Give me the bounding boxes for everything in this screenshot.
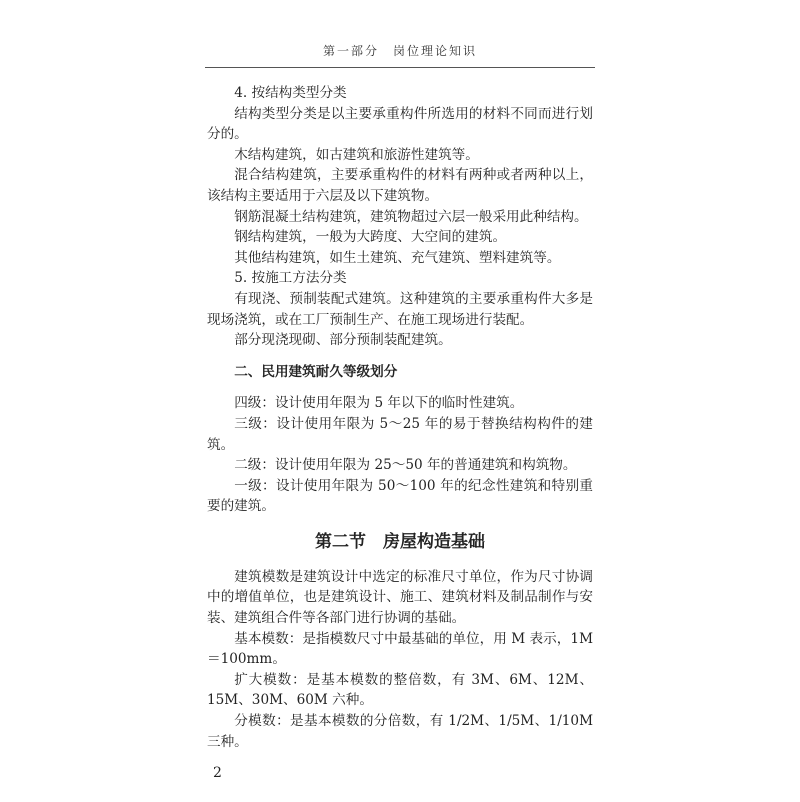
paragraph: 钢筋混凝土结构建筑，建筑物超过六层一般采用此种结构。 <box>234 208 588 225</box>
paragraph: 其他结构建筑，如生土建筑、充气建筑、塑料建筑等。 <box>234 249 561 266</box>
chapter-section-title: 第二节 房屋构造基础 <box>315 531 485 552</box>
paragraph: 木结构建筑，如古建筑和旅游性建筑等。 <box>234 146 479 163</box>
paragraph: 基本模数：是指模数尺寸中最基础的单位，用 M 表示，1M＝100mm。 <box>207 630 593 668</box>
paragraph: 分模数：是基本模数的分倍数，有 1/2M、1/5M、1/10M 三种。 <box>207 713 593 750</box>
paragraph: 四级：设计使用年限为 5 年以下的临时性建筑。 <box>234 395 524 412</box>
paragraph: 结构类型分类是以主要承重构件所选用的材料不同而进行划分的。 <box>207 105 593 143</box>
subheading: 5. 按施工方法分类 <box>234 270 347 287</box>
paragraph: 三级：设计使用年限为 5～25 年的易于替换结构构件的建筑。 <box>207 415 593 453</box>
page-body <box>207 83 593 802</box>
paragraph: 钢结构建筑，一般为大跨度、大空间的建筑。 <box>234 229 507 246</box>
paragraph: 混合结构建筑，主要承重构件的材料有两种或者两种以上，该结构主要适用于六层及以下建筑物。 <box>207 167 593 204</box>
paragraph: 一级：设计使用年限为 50～100 年的纪念性建筑和特别重要的建筑。 <box>207 477 593 515</box>
header-rule <box>205 67 595 68</box>
running-header: 第一部分 岗位理论知识 <box>322 44 477 58</box>
page-number: 2 <box>213 765 222 782</box>
paragraph: 部分现浇现砌、部分预制装配建筑。 <box>234 332 452 349</box>
paragraph: 二级：设计使用年限为 25～50 年的普通建筑和构筑物。 <box>234 457 577 474</box>
paragraph: 建筑模数是建筑设计中选定的标准尺寸单位，作为尺寸协调中的增值单位，也是建筑设计、施工、建筑材料及制品制作与安装、建筑组合件等各部门进行协调的基础。 <box>207 568 593 627</box>
paragraph: 扩大模数：是基本模数的整倍数，有 3M、6M、12M、15M、30M、60M 六种。 <box>207 671 593 709</box>
subheading: 4. 按结构类型分类 <box>234 85 347 101</box>
paragraph: 有现浇、预制装配式建筑。这种建筑的主要承重构件大多是现场浇筑，或在工厂预制生产、在施工现场进行装配。 <box>207 290 593 328</box>
section-heading: 二、民用建筑耐久等级划分 <box>234 363 398 380</box>
